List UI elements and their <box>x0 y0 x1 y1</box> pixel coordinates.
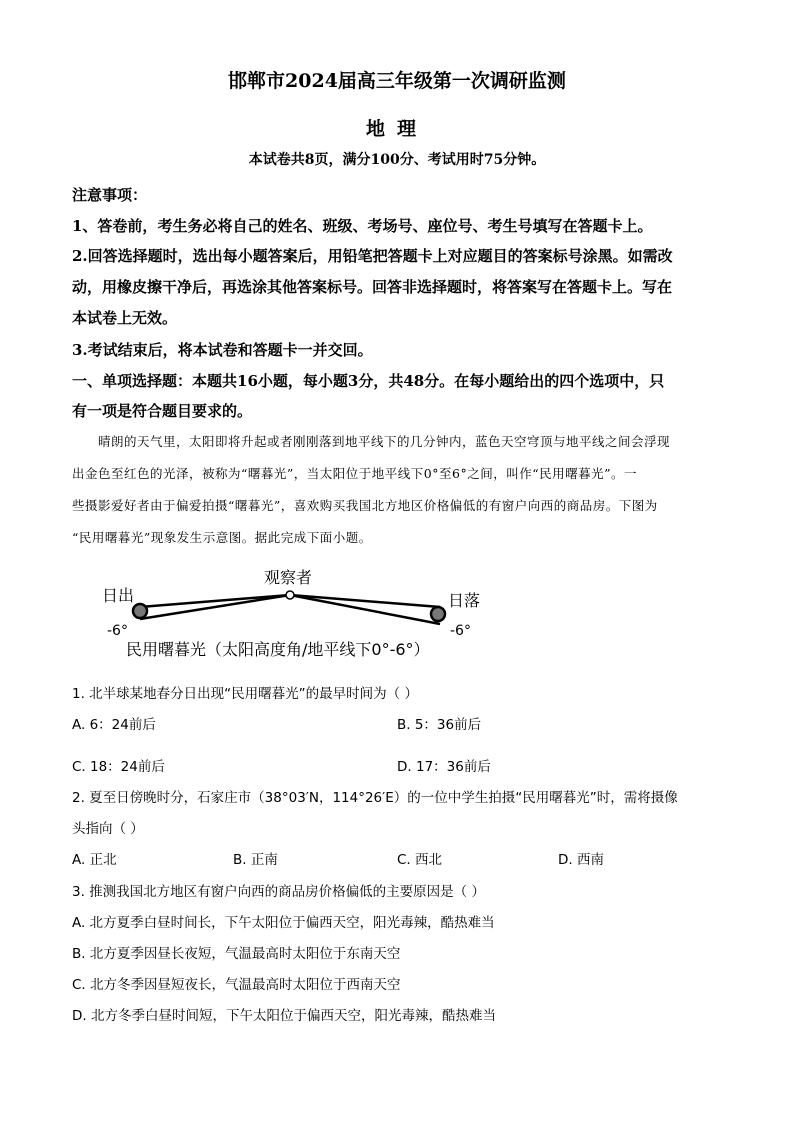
question-1-option-d: D. 17：36前后 <box>397 759 491 775</box>
section-heading-line-2: 有一项是符合题目要求的。 <box>72 402 253 420</box>
stem-line-4: “民用曙暮光”现象发生示意图。据此完成下面小题。 <box>72 530 372 545</box>
notice-heading: 注意事项： <box>72 186 148 204</box>
question-2-stem-line-2: 头指向（ ） <box>72 821 144 837</box>
notice-item-1: 1、答卷前，考生务必将自己的姓名、班级、考场号、座位号、考生号填写在答题卡上。 <box>72 217 653 235</box>
sunrise-label: 日出 <box>102 586 135 605</box>
twilight-diagram <box>90 560 510 670</box>
stem-line-1: 晴朗的天气里，太阳即将升起或者刚刚落到地平线下的几分钟内，蓝色天空穹顶与地平线之间会浮现 <box>98 434 671 449</box>
sun-ray-left <box>140 595 290 619</box>
question-2-option-c: C. 西北 <box>397 852 443 868</box>
sunset-sun-icon <box>431 607 445 621</box>
notice-item-2-line-3: 本试卷上无效。 <box>72 309 178 327</box>
question-1-option-b: B. 5：36前后 <box>397 717 482 733</box>
question-3-option-d: D. 北方冬季白昼时间短，下午太阳位于偏西天空，阳光毒辣，酷热难当 <box>72 1008 496 1024</box>
notice-item-2-line-2: 动，用橡皮擦干净后，再选涂其他答案标号。回答非选择题时，将答案写在答题卡上。写在 <box>72 278 673 296</box>
question-1-option-c: C. 18：24前后 <box>72 759 165 775</box>
stem-line-2: 出金色至红色的光泽，被称为“曙暮光”，当太阳位于地平线下0°至6°之间，叫作“民用曙暮光”。一 <box>72 466 637 481</box>
exam-info: 本试卷共8页，满分100分、考试用时75分钟。 <box>248 152 546 168</box>
observer-point <box>286 591 294 599</box>
question-3-option-c: C. 北方冬季因昼短夜长，气温最高时太阳位于西南天空 <box>72 977 401 993</box>
question-3-option-b: B. 北方夏季因昼长夜短，气温最高时太阳位于东南天空 <box>72 946 401 962</box>
notice-item-3: 3.考试结束后，将本试卷和答题卡一并交回。 <box>72 341 373 359</box>
question-2-option-d: D. 西南 <box>558 852 604 868</box>
sun-ray-right <box>290 595 440 624</box>
question-2-option-a: A. 正北 <box>72 852 117 868</box>
observer-label: 观察者 <box>264 568 313 587</box>
subject-title: 地理 <box>365 118 428 140</box>
question-3-stem: 3. 推测我国北方地区有窗户向西的商品房价格偏低的主要原因是（ ） <box>72 884 485 900</box>
question-2-option-b: B. 正南 <box>233 852 278 868</box>
right-angle-label: -6° <box>450 623 471 639</box>
page-title: 邯郸市2024届高三年级第一次调研监测 <box>228 70 566 92</box>
figure-caption: 民用曙暮光（太阳高度角/地平线下0°-6°） <box>126 640 430 659</box>
stem-line-3: 些摄影爱好者由于偏爱拍摄“曙暮光”，喜欢购买我国北方地区价格偏低的有窗户向西的商品房。下图为 <box>72 498 658 513</box>
question-3-option-a: A. 北方夏季白昼时间长，下午太阳位于偏西天空，阳光毒辣，酷热难当 <box>72 915 495 931</box>
horizon-line-left <box>140 595 290 607</box>
left-angle-label: -6° <box>107 623 128 639</box>
horizon-line-right <box>290 595 440 607</box>
question-1-option-a: A. 6：24前后 <box>72 717 156 733</box>
question-1-stem: 1. 北半球某地春分日出现“民用曙暮光”的最早时间为（ ） <box>72 686 418 702</box>
question-2-stem-line-1: 2. 夏至日傍晚时分，石家庄市（38°03′N，114°26′E）的一位中学生拍摄“民用曙暮光”时，需将摄像 <box>72 790 678 806</box>
sunrise-sun-icon <box>133 604 147 618</box>
sunset-label: 日落 <box>448 591 481 610</box>
section-heading-line-1: 一、单项选择题：本题共16小题，每小题3分，共48分。在每小题给出的四个选项中，只 <box>72 372 665 390</box>
notice-item-2-line-1: 2.回答选择题时，选出每小题答案后，用铅笔把答题卡上对应题目的答案标号涂黑。如需改 <box>72 247 673 265</box>
